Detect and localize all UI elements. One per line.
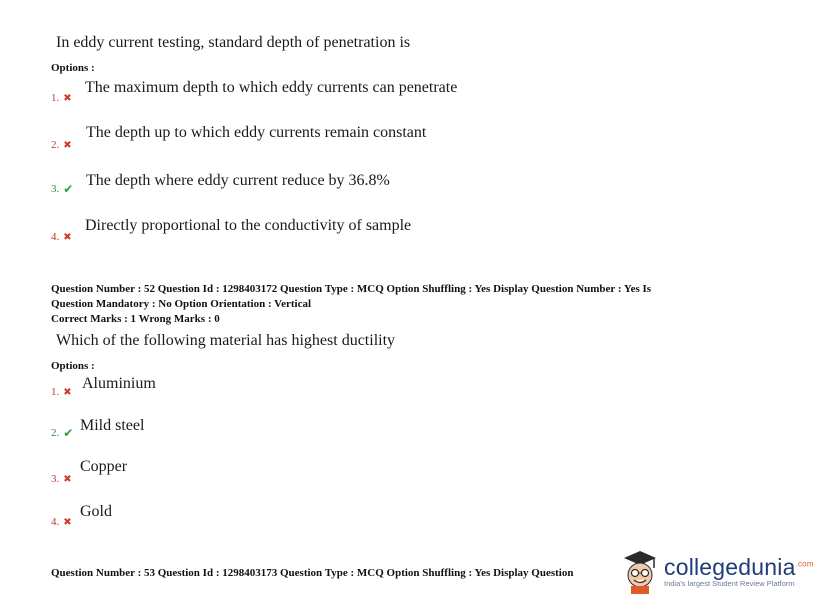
question-2-meta xyxy=(51,282,651,327)
q2-option-2-number: 2. ✔ xyxy=(51,426,74,440)
q1-option-3-text: The depth where eddy current reduce by 36.8% xyxy=(86,172,390,189)
mascot-icon xyxy=(620,548,660,594)
cross-icon: ✖ xyxy=(63,139,72,151)
q1-option-4-text: Directly proportional to the conductivity of sample xyxy=(85,217,412,234)
question-3-meta: Question Number : 53 Question Id : 1298403173 Question Type : MCQ Option Shuffling : Yes Display Question xyxy=(51,567,574,579)
question-2-text: Which of the following material has highest ductility xyxy=(56,332,396,349)
q1-option-3-number: 3. ✔ xyxy=(51,182,74,196)
q2-option-4-number: 4. ✖ xyxy=(51,516,72,528)
logo-tagline: India's largest Student Review Platform xyxy=(664,579,795,588)
collegedunia-logo xyxy=(620,548,814,594)
question-2-options-label: Options : xyxy=(51,360,95,372)
cross-icon: ✖ xyxy=(63,516,72,528)
q2-option-1-text: Aluminium xyxy=(82,375,156,392)
cross-icon: ✖ xyxy=(63,92,72,104)
cross-icon: ✖ xyxy=(63,386,72,398)
check-icon: ✔ xyxy=(63,426,74,440)
q1-option-4-number: 4. ✖ xyxy=(51,231,72,243)
q1-option-1-text: The maximum depth to which eddy currents can penetrate xyxy=(85,79,458,96)
check-icon: ✔ xyxy=(63,182,74,196)
question-2-meta-line-3: Correct Marks : 1 Wrong Marks : 0 xyxy=(51,313,220,325)
question-2-meta-line-1: Question Number : 52 Question Id : 1298403172 Question Type : MCQ Option Shuffling : Yes Display Question Number : Yes Is xyxy=(51,283,652,295)
logo-dot-com: .com xyxy=(795,559,814,569)
question-2-meta-line-2: Question Mandatory : No Option Orientation : Vertical xyxy=(51,298,312,310)
q2-option-3-text: Copper xyxy=(80,458,128,475)
q2-option-2-text: Mild steel xyxy=(80,417,145,434)
q2-option-4-text: Gold xyxy=(80,503,112,520)
question-1-text: In eddy current testing, standard depth of penetration is xyxy=(56,34,411,51)
logo-name: collegedunia$^{.com}$ xyxy=(664,554,814,580)
q2-option-1-number: 1. ✖ xyxy=(51,386,72,398)
q1-option-2-number: 2. ✖ xyxy=(51,139,72,151)
q1-option-2-text: The depth up to which eddy currents remain constant xyxy=(86,124,427,141)
cross-icon: ✖ xyxy=(63,473,72,485)
q2-option-3-number: 3. ✖ xyxy=(51,473,72,485)
question-1-options-label: Options : xyxy=(51,62,95,74)
q1-option-1-number: 1. ✖ xyxy=(51,92,72,104)
logo-text xyxy=(664,554,814,588)
cross-icon: ✖ xyxy=(63,231,72,243)
